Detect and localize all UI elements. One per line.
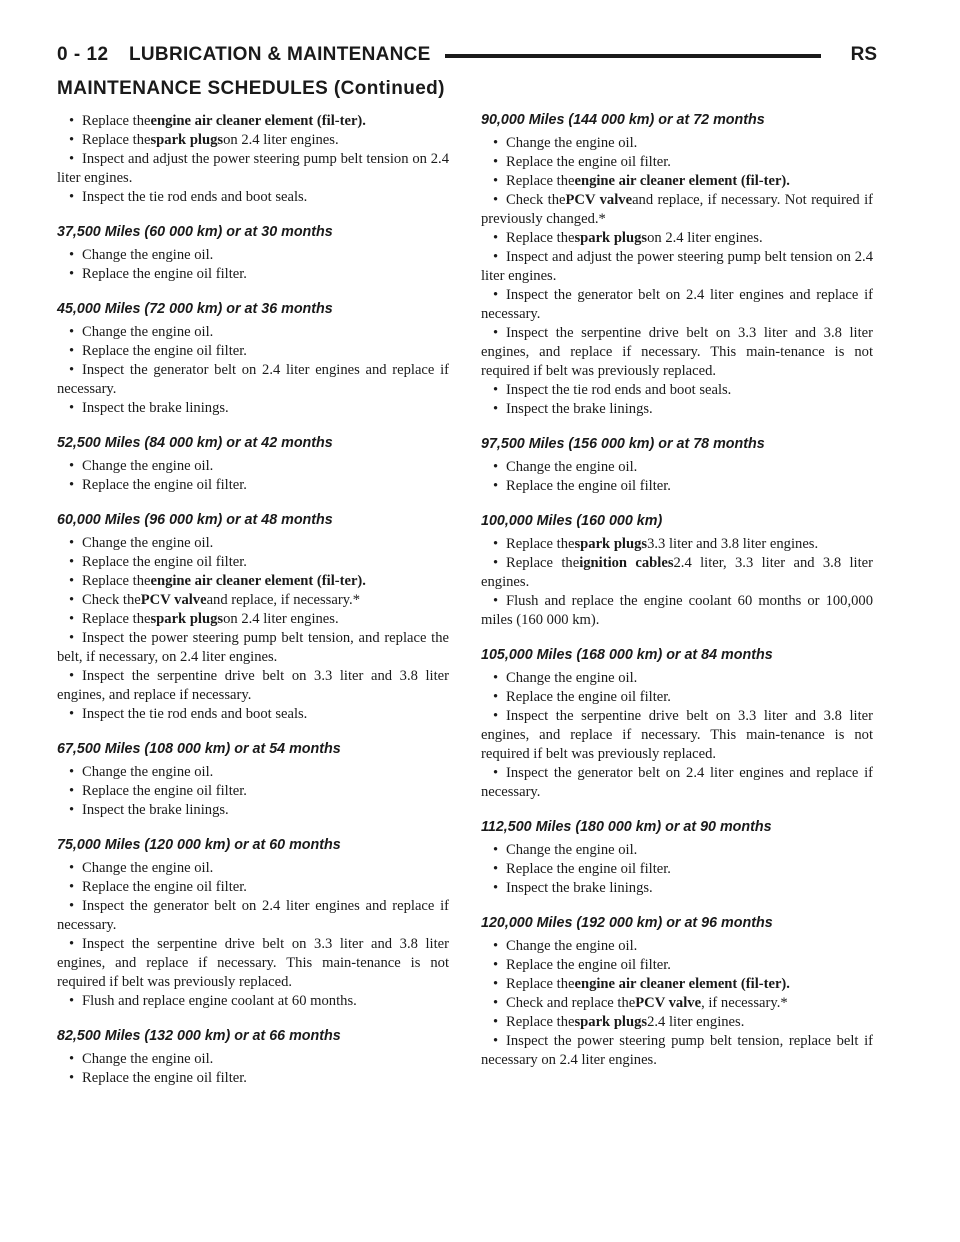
schedule-item (57, 1050, 449, 1069)
schedule-item (481, 688, 873, 707)
bullet-icon: • (493, 230, 499, 246)
item-text: Inspect the brake linings. (82, 400, 229, 416)
schedule-item (57, 782, 449, 801)
schedule-item (481, 229, 873, 248)
bullet-icon: • (493, 689, 499, 705)
bullet-icon: • (69, 936, 75, 952)
item-text: Change the engine oil. (82, 458, 214, 474)
bullet-icon: • (493, 880, 499, 896)
bullet-icon: • (69, 458, 75, 474)
bullet-icon: • (493, 995, 499, 1011)
item-bold-text: PCV valve (565, 192, 633, 208)
bullet-icon: • (493, 459, 499, 475)
schedule-item (481, 134, 873, 153)
item-text: Inspect and adjust the power steering pump belt tension on 2.4 liter engines. (481, 249, 873, 284)
bullet-icon: • (69, 1051, 75, 1067)
item-text: Inspect the generator belt on 2.4 liter engines and replace if necessary. (481, 765, 873, 800)
interval-heading: 52,500 Miles (84 000 km) or at 42 months (57, 435, 333, 451)
schedule-item (481, 381, 873, 400)
item-text: Replace the (82, 573, 151, 589)
bullet-icon: • (493, 765, 499, 781)
item-text-after: , if necessary.* (701, 995, 788, 1011)
schedule-item (481, 707, 873, 764)
item-text: Inspect the brake linings. (506, 880, 653, 896)
header-rule (445, 54, 821, 58)
item-text: Change the engine oil. (82, 535, 214, 551)
schedule-item (57, 265, 449, 284)
schedule-item (481, 400, 873, 419)
item-text: Change the engine oil. (506, 842, 638, 858)
item-text: Change the engine oil. (506, 938, 638, 954)
item-text: Inspect the tie rod ends and boot seals. (82, 189, 308, 205)
item-text: Replace the (506, 1014, 575, 1030)
schedule-item (481, 324, 873, 381)
schedule-item (481, 458, 873, 477)
item-text: Replace the engine oil filter. (82, 554, 247, 570)
item-text: Inspect the tie rod ends and boot seals. (82, 706, 308, 722)
item-bold-text: spark plugs (574, 230, 648, 246)
item-text: Change the engine oil. (506, 670, 638, 686)
schedule-item (481, 937, 873, 956)
interval-heading: 37,500 Miles (60 000 km) or at 30 months (57, 224, 333, 240)
item-text: Change the engine oil. (506, 135, 638, 151)
interval-heading: 90,000 Miles (144 000 km) or at 72 months (481, 112, 765, 128)
item-text: Replace the (82, 113, 151, 129)
interval-heading: 82,500 Miles (132 000 km) or at 66 months (57, 1028, 341, 1044)
item-bold-text: engine air cleaner element (fil-ter). (150, 113, 366, 129)
item-text: Change the engine oil. (82, 764, 214, 780)
bullet-icon: • (69, 324, 75, 340)
item-bold-text: spark plugs (150, 132, 224, 148)
item-bold-text: spark plugs (574, 1014, 648, 1030)
schedule-item (57, 667, 449, 705)
bullet-icon: • (493, 536, 499, 552)
item-text: Inspect the serpentine drive belt on 3.3 liter and 3.8 liter engines, and replace if necessary. (57, 668, 449, 703)
item-text: Check the (506, 192, 566, 208)
item-text: Replace the (82, 132, 151, 148)
item-text-after: and replace, if necessary. Not required if previously changed.* (481, 192, 873, 227)
bullet-icon: • (69, 611, 75, 627)
bullet-icon: • (69, 630, 75, 646)
schedule-item (57, 801, 449, 820)
bullet-icon: • (493, 287, 499, 303)
schedule-item (481, 286, 873, 324)
schedule-item (57, 246, 449, 265)
schedule-item (57, 361, 449, 399)
schedule-item (57, 1069, 449, 1088)
schedule-item (57, 763, 449, 782)
item-text-after: on 2.4 liter engines. (223, 132, 339, 148)
bullet-icon: • (69, 898, 75, 914)
item-text-after: 2.4 liter engines. (647, 1014, 745, 1030)
schedule-item (481, 535, 873, 554)
bullet-icon: • (493, 135, 499, 151)
item-text: Flush and replace the engine coolant 60 months or 100,000 miles (160 000 km). (481, 593, 873, 628)
schedule-item (481, 191, 873, 229)
schedule-item (481, 248, 873, 286)
item-text: Replace the engine oil filter. (506, 689, 671, 705)
schedule-item (481, 860, 873, 879)
item-bold-text: spark plugs (150, 611, 224, 627)
item-text: Replace the engine oil filter. (82, 477, 247, 493)
item-bold-text: engine air cleaner element (fil-ter). (574, 173, 790, 189)
bullet-icon: • (69, 151, 75, 167)
item-text: Check and replace the (506, 995, 636, 1011)
bullet-icon: • (493, 401, 499, 417)
schedule-item (57, 610, 449, 629)
item-text: Check the (82, 592, 141, 608)
schedule-item (481, 1032, 873, 1070)
item-text: Flush and replace engine coolant at 60 months. (82, 993, 357, 1009)
schedule-item (481, 554, 873, 592)
interval-heading: 105,000 Miles (168 000 km) or at 84 months (481, 647, 773, 663)
item-text-after: on 2.4 liter engines. (647, 230, 763, 246)
schedule-item (57, 935, 449, 992)
interval-heading: 75,000 Miles (120 000 km) or at 60 months (57, 837, 341, 853)
item-text: Inspect and adjust the power steering pump belt tension on 2.4 liter engines. (57, 151, 449, 186)
interval-heading: 100,000 Miles (160 000 km) (481, 513, 663, 529)
item-text: Replace the engine oil filter. (506, 957, 671, 973)
item-text: Replace the (506, 555, 580, 571)
bullet-icon: • (69, 343, 75, 359)
item-text: Change the engine oil. (82, 1051, 214, 1067)
bullet-icon: • (493, 976, 499, 992)
bullet-icon: • (69, 247, 75, 263)
schedule-item (57, 878, 449, 897)
item-bold-text: PCV valve (140, 592, 207, 608)
interval-heading: 112,500 Miles (180 000 km) or at 90 months (481, 819, 772, 835)
bullet-icon: • (69, 592, 75, 608)
bullet-icon: • (69, 879, 75, 895)
interval-heading: 67,500 Miles (108 000 km) or at 54 months (57, 741, 341, 757)
schedule-item (57, 476, 449, 495)
left-column (57, 112, 449, 1088)
schedule-item (481, 153, 873, 172)
item-text-after: and replace, if necessary.* (206, 592, 360, 608)
schedule-item (481, 669, 873, 688)
page-subtitle: MAINTENANCE SCHEDULES (Continued) (57, 78, 445, 99)
schedule-item (57, 534, 449, 553)
bullet-icon: • (69, 535, 75, 551)
schedule-item (57, 323, 449, 342)
item-text: Replace the engine oil filter. (82, 266, 247, 282)
bullet-icon: • (69, 362, 75, 378)
item-text: Replace the engine oil filter. (82, 879, 247, 895)
item-text: Replace the engine oil filter. (506, 154, 671, 170)
schedule-item (57, 629, 449, 667)
bullet-icon: • (69, 1070, 75, 1086)
schedule-item (481, 764, 873, 802)
item-bold-text: engine air cleaner element (fil-ter). (150, 573, 366, 589)
schedule-item (57, 553, 449, 572)
bullet-icon: • (493, 1033, 499, 1049)
item-text: Replace the (82, 611, 151, 627)
bullet-icon: • (69, 266, 75, 282)
bullet-icon: • (69, 668, 75, 684)
item-text: Inspect the serpentine drive belt on 3.3 liter and 3.8 liter engines, and replace if necessary. This main-tenance is not required if belt was previously replaced. (481, 708, 873, 762)
item-bold-text: PCV valve (635, 995, 702, 1011)
item-text: Replace the engine oil filter. (506, 861, 671, 877)
schedule-item (481, 879, 873, 898)
item-text: Inspect the serpentine drive belt on 3.3 liter and 3.8 liter engines, and replace if necessary. This main-tenance is not required if belt was previously replaced. (57, 936, 449, 990)
bullet-icon: • (69, 860, 75, 876)
item-text: Change the engine oil. (82, 247, 214, 263)
schedule-item (57, 131, 449, 150)
item-text: Change the engine oil. (506, 459, 638, 475)
schedule-item (57, 457, 449, 476)
bullet-icon: • (69, 132, 75, 148)
schedule-item (481, 592, 873, 630)
schedule-item (481, 994, 873, 1013)
bullet-icon: • (493, 478, 499, 494)
schedule-item (481, 477, 873, 496)
item-bold-text: ignition cables (579, 555, 674, 571)
bullet-icon: • (493, 1014, 499, 1030)
bullet-icon: • (69, 993, 75, 1009)
right-column (481, 112, 873, 1070)
interval-heading: 45,000 Miles (72 000 km) or at 36 months (57, 301, 333, 317)
item-text: Replace the (506, 976, 575, 992)
item-text: Inspect the generator belt on 2.4 liter engines and replace if necessary. (481, 287, 873, 322)
item-text: Replace the (506, 230, 575, 246)
item-text: Replace the engine oil filter. (506, 478, 671, 494)
model-code: RS (850, 44, 877, 65)
bullet-icon: • (493, 325, 499, 341)
item-text-after: 2.4 liter, 3.3 liter and 3.8 liter engines. (481, 555, 873, 590)
item-text: Inspect the tie rod ends and boot seals. (506, 382, 732, 398)
item-text: Inspect the brake linings. (82, 802, 229, 818)
bullet-icon: • (493, 154, 499, 170)
bullet-icon: • (493, 192, 499, 208)
page-header (57, 44, 877, 74)
interval-heading: 60,000 Miles (96 000 km) or at 48 months (57, 512, 333, 528)
item-bold-text: engine air cleaner element (fil-ter). (574, 976, 790, 992)
schedule-item (57, 591, 449, 610)
item-text: Replace the engine oil filter. (82, 343, 247, 359)
schedule-item (481, 1013, 873, 1032)
schedule-item (57, 992, 449, 1011)
item-text: Replace the engine oil filter. (82, 1070, 247, 1086)
bullet-icon: • (69, 189, 75, 205)
item-bold-text: spark plugs (574, 536, 648, 552)
bullet-icon: • (69, 113, 75, 129)
bullet-icon: • (493, 593, 499, 609)
bullet-icon: • (69, 477, 75, 493)
schedule-item (57, 399, 449, 418)
item-text: Inspect the brake linings. (506, 401, 653, 417)
schedule-item (57, 112, 449, 131)
bullet-icon: • (493, 173, 499, 189)
schedule-item (57, 705, 449, 724)
item-text: Replace the (506, 536, 575, 552)
bullet-icon: • (493, 249, 499, 265)
schedule-item (57, 188, 449, 207)
bullet-icon: • (493, 708, 499, 724)
schedule-item (57, 897, 449, 935)
item-text: Inspect the power steering pump belt tension, and replace the belt, if necessary, on 2.4 liter engines. (57, 630, 449, 665)
bullet-icon: • (493, 555, 499, 571)
bullet-icon: • (69, 802, 75, 818)
item-text-after: 3.3 liter and 3.8 liter engines. (647, 536, 819, 552)
item-text: Replace the (506, 173, 575, 189)
bullet-icon: • (493, 938, 499, 954)
item-text: Inspect the serpentine drive belt on 3.3 liter and 3.8 liter engines, and replace if necessary. This main-tenance is not required if belt was previously replaced. (481, 325, 873, 379)
bullet-icon: • (69, 764, 75, 780)
bullet-icon: • (69, 783, 75, 799)
item-text: Change the engine oil. (82, 324, 214, 340)
schedule-item (481, 841, 873, 860)
bullet-icon: • (69, 706, 75, 722)
section-title: LUBRICATION & MAINTENANCE (129, 44, 431, 65)
schedule-item (481, 975, 873, 994)
interval-heading: 97,500 Miles (156 000 km) or at 78 months (481, 436, 765, 452)
item-text: Replace the engine oil filter. (82, 783, 247, 799)
bullet-icon: • (69, 573, 75, 589)
bullet-icon: • (69, 554, 75, 570)
bullet-icon: • (493, 382, 499, 398)
bullet-icon: • (493, 842, 499, 858)
schedule-item (57, 572, 449, 591)
schedule-item (57, 150, 449, 188)
item-text-after: on 2.4 liter engines. (223, 611, 339, 627)
bullet-icon: • (493, 861, 499, 877)
page-number: 0 - 12 (57, 44, 109, 65)
schedule-item (481, 956, 873, 975)
item-text: Inspect the generator belt on 2.4 liter engines and replace if necessary. (57, 362, 449, 397)
schedule-item (57, 342, 449, 361)
item-text: Inspect the generator belt on 2.4 liter engines and replace if necessary. (57, 898, 449, 933)
bullet-icon: • (493, 957, 499, 973)
item-text: Change the engine oil. (82, 860, 214, 876)
bullet-icon: • (493, 670, 499, 686)
bullet-icon: • (69, 400, 75, 416)
interval-heading: 120,000 Miles (192 000 km) or at 96 months (481, 915, 773, 931)
schedule-item (57, 859, 449, 878)
item-text: Inspect the power steering pump belt tension, replace belt if necessary on 2.4 liter engines. (481, 1033, 873, 1068)
schedule-item (481, 172, 873, 191)
